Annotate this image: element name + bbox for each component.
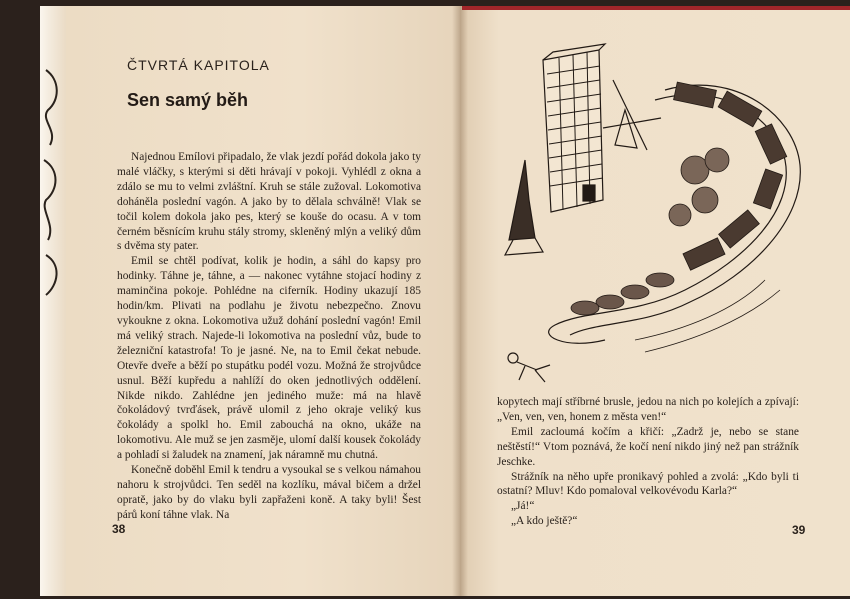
- paragraph: kopytech mají stříbrné brusle, jedou na nich po kolejích a zpívají: „Ven, ven, ven, honem z města ven!“: [497, 396, 799, 423]
- paragraph: „Já!“: [511, 500, 535, 513]
- binding-edge: [462, 6, 850, 10]
- cover-doodle-icon: [40, 60, 64, 320]
- chapter-title: Sen samý běh: [127, 90, 249, 110]
- paragraph: Najednou Emílovi připadalo, že vlak jezdí pořád dokola jako ty malé vláčky, s kterými si děti hrávají v pokoji. Vyhlédl z okna a zdálo se mu to velmi zvláštní. Kruh se stále zužoval. Lokomotiva doháněla poslední vagón. A jako by to dělala schválně! Vlak se točil kolem dokola jako pes, který se kouše do ocasu. A v tom černém běsnícím kruhu stály stromy, skleněný mlýn a veliký dům s dvěma sty pater.: [117, 151, 421, 253]
- train-dream-illustration: [495, 40, 810, 385]
- page-number-left: 38: [112, 522, 126, 536]
- page-number-right: 39: [792, 523, 806, 537]
- paragraph: Emil zacloumá kočím a křičí: „Zadrž je, nebo se stane neštěstí!“ Vtom poznává, že kočí není nikdo jiný než pan strážník Jeschke.: [497, 425, 799, 468]
- paragraph: Emil se chtěl podívat, kolik je hodin, a sáhl do kapsy pro hodinky. Táhne je, táhne, a — nakonec vytáhne stojací hodiny z maminčina pokoje. Pohlédne na ciferník. Hodiny ukazují 185 hodin/km. Plivati na podlahu je životu nebezpečno. Znovu vykoukne z okna. Lokomotiva užuž dohání poslední vagón! Emil má veliký strach. Najede-li lokomotiva na poslední vůz, bude to železniční katastrofa! To je jasné. Ne, na to Emil čekat nebude. Otevře dveře a běží po stupátku podél vozu. Možná že strojvůdce usnul. Běží kupředu a nahlíží do oken jednotlivých oddělení. Nikde nikdo. Zahlédne jen jediného muže: má na hlavě čokoládový tvrďásek, právě ulomil z jeho okraje veliký kus čokolády a spolkl ho. Emil zabouchá na okno, ukáže na lokomotivu. Ale muž se jen zasměje, ulomí další kousek čokolády a pohladí si žaludek na znamení, jak náramně mu chutná.: [117, 255, 421, 462]
- book-gutter: [452, 6, 468, 596]
- paragraph: Konečně doběhl Emil k tendru a vysoukal se s velkou námahou nahoru k strojvůdci. Ten seděl na kozlíku, mával bičem a držel opratě, jako by do vlaku byli zapřaženi koně. A taky byli! Šest párů koní táhne vlak. Na: [117, 464, 421, 521]
- paragraph: „A kdo ještě?“: [511, 515, 578, 528]
- chapter-heading: ČTVRTÁ KAPITOLA: [127, 57, 270, 73]
- left-page-text: [117, 150, 421, 523]
- paragraph: Strážník na něho upře pronikavý pohled a zvolá: „Kdo byli ti ostatní? Mluv! Kdo pomaloval velkovévodu Karla?“: [497, 470, 799, 498]
- right-page-text: [497, 395, 799, 529]
